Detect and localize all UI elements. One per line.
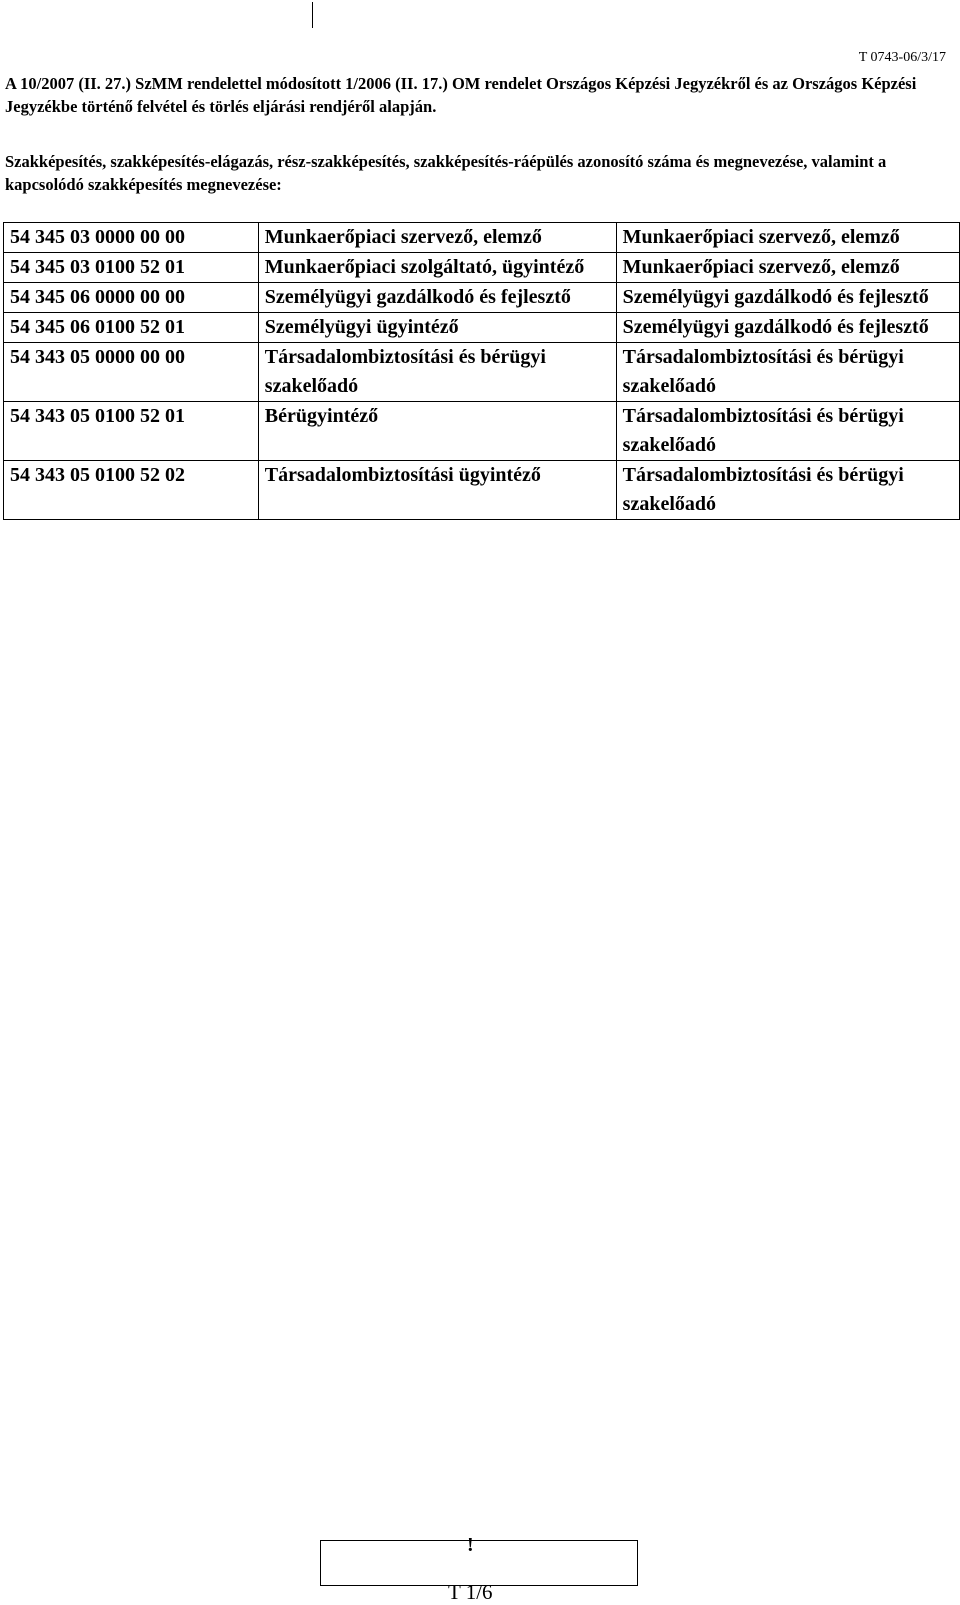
legal-reference: A 10/2007 (II. 27.) SzMM rendelettel módosított 1/2006 (II. 17.) OM rendelet Országos Képzési Jegyzékről és az Országos Képzési Jegyzékbe történő felvétel és törlés eljárási rendjéről alapján. (5, 74, 917, 116)
qualification-name: Személyügyi ügyintéző (258, 313, 616, 343)
table-row (4, 283, 960, 313)
table-row (4, 461, 960, 520)
qualification-id: 54 343 05 0000 00 00 (4, 343, 259, 402)
footer-exclamation-mark: ! (467, 1534, 474, 1556)
related-qualification: Társadalombiztosítási és bérügyi szakelőadó (616, 461, 959, 520)
table-row (4, 253, 960, 283)
qualification-table (3, 222, 960, 520)
document-code: T 0743-06/3/17 (858, 50, 946, 65)
qualification-id: 54 345 06 0100 52 01 (4, 313, 259, 343)
related-qualification: Munkaerőpiaci szervező, elemző (616, 223, 959, 253)
intro-paragraph: Szakképesítés, szakképesítés-elágazás, rész-szakképesítés, szakképesítés-ráépülés azonosító száma és megnevezése, valamint a kapcsolódó szakképesítés megnevezése: (5, 152, 887, 194)
related-qualification: Munkaerőpiaci szervező, elemző (616, 253, 959, 283)
qualification-name: Társadalombiztosítási és bérügyi szakelőadó (258, 343, 616, 402)
qualification-id: 54 345 03 0100 52 01 (4, 253, 259, 283)
table-row (4, 402, 960, 461)
related-qualification: Személyügyi gazdálkodó és fejlesztő (616, 313, 959, 343)
qualification-name: Társadalombiztosítási ügyintéző (258, 461, 616, 520)
qualification-id: 54 343 05 0100 52 02 (4, 461, 259, 520)
related-qualification: Személyügyi gazdálkodó és fejlesztő (616, 283, 959, 313)
qualification-name: Személyügyi gazdálkodó és fejlesztő (258, 283, 616, 313)
table-row (4, 343, 960, 402)
qualification-name: Munkaerőpiaci szervező, elemző (258, 223, 616, 253)
qualification-id: 54 343 05 0100 52 01 (4, 402, 259, 461)
table-row (4, 223, 960, 253)
qualification-name: Munkaerőpiaci szolgáltató, ügyintéző (258, 253, 616, 283)
qualification-id: 54 345 03 0000 00 00 (4, 223, 259, 253)
related-qualification: Társadalombiztosítási és bérügyi szakelőadó (616, 402, 959, 461)
qualification-id: 54 345 06 0000 00 00 (4, 283, 259, 313)
table-row (4, 313, 960, 343)
text-cursor-mark (312, 2, 313, 28)
page-number: T 1/6 (448, 1580, 493, 1604)
related-qualification: Társadalombiztosítási és bérügyi szakelőadó (616, 343, 959, 402)
qualification-name: Bérügyintéző (258, 402, 616, 461)
